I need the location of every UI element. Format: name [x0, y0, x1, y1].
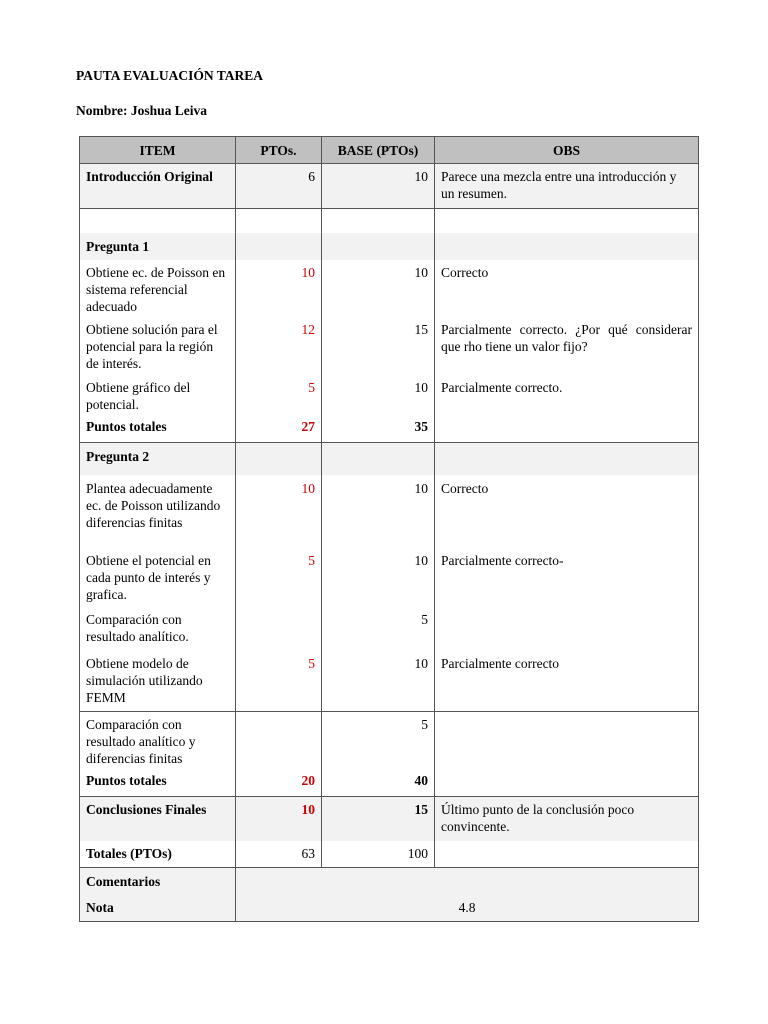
intro-item: Introducción Original	[80, 164, 236, 209]
q2-row5-item: Comparación con resultado analítico y diferencias finitas	[80, 712, 236, 773]
q2-row4-pts: 5	[236, 655, 322, 712]
conclusions-base: 15	[322, 797, 435, 842]
table-header-row	[80, 137, 699, 164]
q2-row5-pts	[236, 712, 322, 773]
q2-row4-item: Obtiene modelo de simulación utilizando FEMM	[80, 655, 236, 712]
q1-row2-obs: Parcialmente correcto. ¿Por qué considerar que rho tiene un valor fijo?	[435, 321, 699, 379]
evaluation-table	[79, 136, 699, 922]
q2-total-label: Puntos totales	[80, 772, 236, 797]
q1-row1-base: 10	[322, 260, 435, 321]
q2-row2-item: Obtiene el potencial en cada punto de interés y grafica.	[80, 552, 236, 611]
table-row	[80, 379, 699, 418]
q2-row3-item: Comparación con resultado analítico.	[80, 611, 236, 655]
q1-row3-item: Obtiene gráfico del potencial.	[80, 379, 236, 418]
q2-row1-item: Plantea adecuadamente ec. de Poisson utilizando diferencias finitas	[80, 475, 236, 552]
table-row	[80, 655, 699, 712]
table-row	[80, 552, 699, 611]
conclusions-pts: 10	[236, 797, 322, 842]
q2-row2-pts: 5	[236, 552, 322, 611]
intro-pts: 6	[236, 164, 322, 209]
comments-label: Comentarios	[80, 868, 236, 896]
conclusions-item: Conclusiones Finales	[80, 797, 236, 842]
q1-row1-item: Obtiene ec. de Poisson en sistema referencial adecuado	[80, 260, 236, 321]
grade-row	[80, 895, 699, 922]
col-header-obs: OBS	[435, 137, 699, 164]
q2-row2-base: 10	[322, 552, 435, 611]
q1-row1-obs: Correcto	[435, 260, 699, 321]
col-header-item: ITEM	[80, 137, 236, 164]
q2-row3-base: 5	[322, 611, 435, 655]
q2-row3-pts	[236, 611, 322, 655]
spacer-row	[80, 209, 699, 234]
q1-row2-item: Obtiene solución para el potencial para la región de interés.	[80, 321, 236, 379]
q2-row5-obs	[435, 712, 699, 773]
q1-row2-base: 15	[322, 321, 435, 379]
table-row	[80, 321, 699, 379]
totals-label: Totales (PTOs)	[80, 841, 236, 868]
q1-row3-base: 10	[322, 379, 435, 418]
q2-total-base: 40	[322, 772, 435, 797]
totals-pts: 63	[236, 841, 322, 868]
q2-row1-pts: 10	[236, 475, 322, 552]
q2-row1-obs: Correcto	[435, 475, 699, 552]
total-row	[80, 772, 699, 797]
totals-row	[80, 841, 699, 868]
comments-value	[236, 868, 699, 896]
table-row	[80, 260, 699, 321]
grade-label: Nota	[80, 895, 236, 922]
table-row	[80, 475, 699, 552]
q1-row3-obs: Parcialmente correcto.	[435, 379, 699, 418]
section-row	[80, 443, 699, 476]
q2-row3-obs	[435, 611, 699, 655]
q1-title: Pregunta 1	[80, 233, 236, 260]
q2-title: Pregunta 2	[80, 443, 236, 476]
q2-row5-base: 5	[322, 712, 435, 773]
table-row	[80, 164, 699, 209]
col-header-base: BASE (PTOs)	[322, 137, 435, 164]
table-row	[80, 797, 699, 842]
table-row	[80, 611, 699, 655]
table-row	[80, 712, 699, 773]
comments-row	[80, 868, 699, 896]
q1-row1-pts: 10	[236, 260, 322, 321]
q1-total-label: Puntos totales	[80, 418, 236, 443]
section-row	[80, 233, 699, 260]
q2-row4-obs: Parcialmente correcto	[435, 655, 699, 712]
q1-row2-pts: 12	[236, 321, 322, 379]
document-title: PAUTA EVALUACIÓN TAREA	[76, 68, 264, 83]
q2-row1-base: 10	[322, 475, 435, 552]
q1-row3-pts: 5	[236, 379, 322, 418]
intro-base: 10	[322, 164, 435, 209]
intro-obs: Parece una mezcla entre una introducción y un resumen.	[435, 164, 699, 209]
q1-total-pts: 27	[236, 418, 322, 443]
q1-total-base: 35	[322, 418, 435, 443]
student-name: Nombre: Joshua Leiva	[76, 103, 208, 118]
col-header-pts: PTOs.	[236, 137, 322, 164]
grade-value: 4.8	[236, 895, 699, 922]
total-row	[80, 418, 699, 443]
q2-row4-base: 10	[322, 655, 435, 712]
totals-base: 100	[322, 841, 435, 868]
q2-row2-obs: Parcialmente correcto-	[435, 552, 699, 611]
conclusions-obs: Último punto de la conclusión poco convincente.	[435, 797, 699, 842]
q2-total-pts: 20	[236, 772, 322, 797]
